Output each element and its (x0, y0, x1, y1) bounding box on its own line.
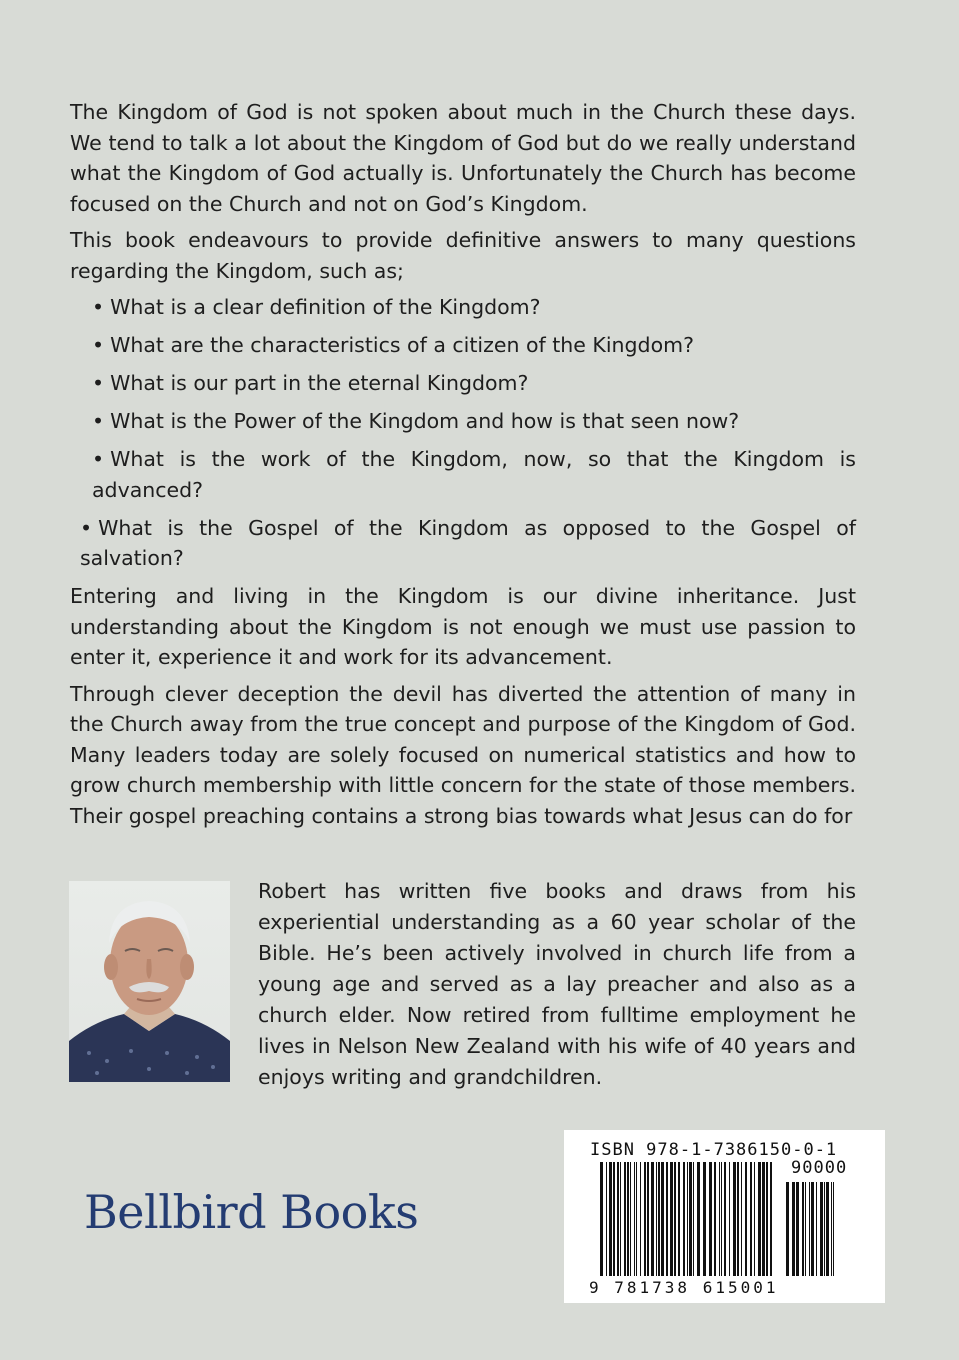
barcode-bar (661, 1162, 664, 1276)
barcode-bar (805, 1182, 806, 1276)
barcode-bar (816, 1182, 817, 1276)
barcode-bar (606, 1162, 607, 1276)
isbn-barcode (564, 1130, 885, 1303)
barcode-bar (683, 1162, 685, 1276)
barcode-bar (687, 1162, 688, 1276)
barcode-bar (721, 1162, 722, 1276)
barcode-bar (741, 1162, 742, 1276)
barcode-bar (703, 1162, 706, 1276)
barcode-bar (786, 1182, 789, 1276)
barcode-bar (802, 1182, 804, 1276)
back-cover-blurb (70, 97, 856, 837)
barcode-bar (745, 1162, 747, 1276)
barcode-bar (640, 1162, 641, 1276)
barcode-bar (636, 1162, 637, 1276)
barcode-bar (674, 1162, 676, 1276)
barcode-bar (609, 1162, 612, 1276)
barcode-bar (750, 1162, 752, 1276)
barcode-bar (620, 1162, 621, 1276)
barcode-bar (689, 1162, 692, 1276)
barcode-bar (656, 1162, 657, 1276)
author-portrait-illustration (69, 881, 230, 1082)
publisher-logo-text: Bellbird Books (84, 1185, 419, 1239)
barcode-bar (766, 1162, 768, 1276)
barcode-bar (758, 1162, 761, 1276)
barcode-bar (809, 1182, 810, 1276)
barcode-bar (729, 1162, 730, 1276)
barcode-bar (651, 1162, 654, 1276)
barcode-bar (792, 1182, 795, 1276)
question-item: • What is the Power of the Kingdom and how is that seen now? (70, 406, 856, 437)
barcode-bar (796, 1182, 799, 1276)
question-item: • What is the work of the Kingdom, now, so that the Kingdom is advanced? (70, 444, 856, 505)
question-item: • What is our part in the eternal Kingdom? (70, 368, 856, 399)
barcode-bar (678, 1162, 680, 1276)
barcode-bar (714, 1162, 716, 1276)
barcode-bar (647, 1162, 649, 1276)
barcode-bar (670, 1162, 673, 1276)
blurb-intro: The Kingdom of God is not spoken about much in the Church these days. We tend to talk a lot about the Kingdom of God but do we really understand what the Kingdom of God actually is. Unfortunately the Church has become focused on the Church and not on God’s Kingdom. (70, 100, 856, 216)
barcode-bar (733, 1162, 736, 1276)
barcode-bar (719, 1162, 720, 1276)
barcode-bar (811, 1182, 814, 1276)
barcode-bar (627, 1162, 629, 1276)
barcode-bar (634, 1162, 635, 1276)
barcode-bar (833, 1182, 834, 1276)
question-item: • What is a clear definition of the Kingdom? (70, 292, 856, 323)
barcode-bar (762, 1162, 765, 1276)
author-photo (69, 881, 230, 1082)
barcode-bar (624, 1162, 626, 1276)
barcode-bar (826, 1182, 829, 1276)
barcode-digits: 9 781738 615001 (589, 1278, 779, 1297)
question-item: • What is the Gospel of the Kingdom as opposed to the Gospel of salvation? (70, 513, 856, 574)
blurb-lead: This book endeavours to provide definitive answers to many questions regarding the Kingdom, such as; (70, 228, 856, 283)
barcode-bar (693, 1162, 694, 1276)
barcode-bar (644, 1162, 646, 1276)
barcode-bar (820, 1182, 823, 1276)
barcode-bar (737, 1162, 739, 1276)
barcode-bar (754, 1162, 755, 1276)
barcode-bar (697, 1162, 700, 1276)
question-list (70, 292, 856, 574)
author-bio: Robert has written five books and draws from his experiential understanding as a 60 year scholar of the Bible. He’s been actively involved in church life from a young age and served as a lay preacher and also as a church elder. Now retired from fulltime employment he lives in Nelson New Zealand with his wife of 40 years and enjoys writing and grandchildren. (258, 879, 856, 1089)
blurb-deception: Through clever deception the devil has diverted the attention of many in the Church away from the true concept and purpose of the Kingdom of God. Many leaders today are solely focused on numerical statistics and how to grow church membership with little concern for the state of those members. Their gospel preaching contains a strong bias towards what Jesus can do for (70, 681, 856, 828)
barcode-bar (724, 1162, 726, 1276)
price-code: 90000 (791, 1158, 848, 1178)
blurb-inheritance: Entering and living in the Kingdom is our divine inheritance. Just understanding about the Kingdom is not enough we must use passion to enter it, experience it and work for its advancement. (70, 584, 856, 669)
barcode-bar (613, 1162, 615, 1276)
barcode-bar (831, 1182, 832, 1276)
barcode-bar (709, 1162, 712, 1276)
barcode-bar (770, 1162, 772, 1276)
barcode-bar (666, 1162, 668, 1276)
isbn-label: ISBN 978-1-7386150-0-1 (590, 1140, 838, 1160)
barcode-bar (617, 1162, 619, 1276)
barcode-bar (630, 1162, 631, 1276)
barcode-bar (658, 1162, 660, 1276)
barcode-bar (824, 1182, 825, 1276)
barcode-bar (600, 1162, 603, 1276)
question-item: • What are the characteristics of a citizen of the Kingdom? (70, 330, 856, 361)
